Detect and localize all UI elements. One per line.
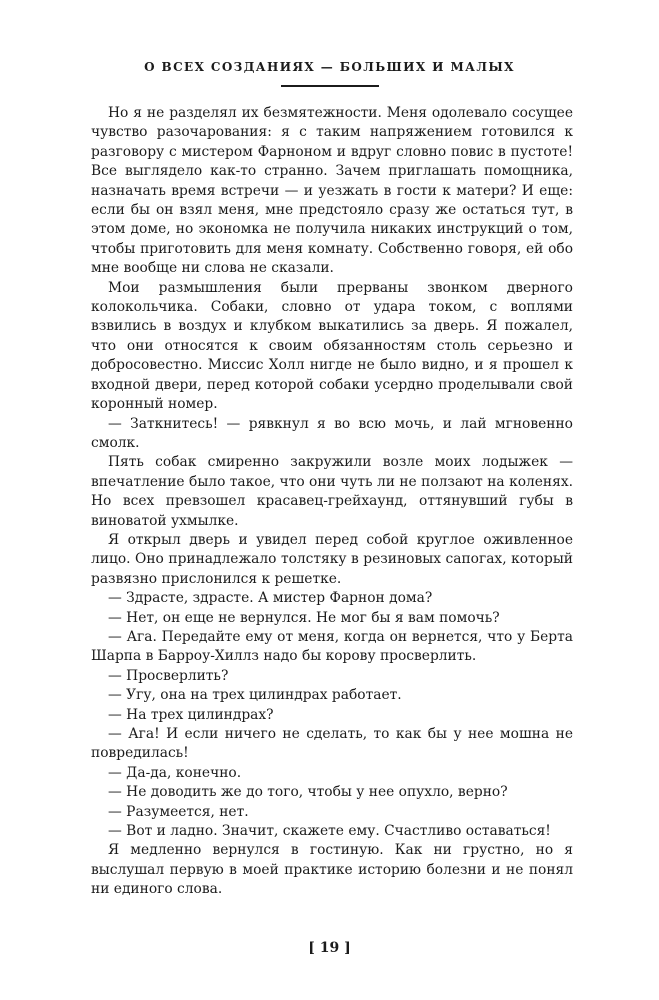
dialogue-line: — Да-да, конечно. bbox=[108, 764, 242, 781]
dialogue-line: — На трех цилиндрах? bbox=[108, 706, 274, 723]
paragraph: Я открыл дверь и увидел перед собой круглое оживленное лицо. Оно принадлежало толстяку в резиновых сапогах, который развязно прислонился к решетке. bbox=[91, 531, 573, 587]
dialogue-line: — Угу, она на трех цилиндрах работает. bbox=[108, 687, 402, 704]
dialogue-line: — Не доводить же до того, чтобы у нее опухло, верно? bbox=[108, 784, 508, 801]
paragraph: Пять собак смиренно закружили возле моих лодыжек — впечатление было такое, что они чуть ли не ползают на коленях. Но всех превзошел красавец-грейхаунд, оттянувший губы в виноватой ухмылке. bbox=[91, 454, 573, 529]
paragraph: Мои размышления были прерваны звонком дверного колокольчика. Собаки, словно от удара током, с воплями взвились в воздух и клубком выкатились за дверь. Я пожалел, что они относятся к своим обязанностям столь серьезно и добросовестно. Миссис Холл нигде не было видно, и я прошел к входной двери, перед которой собаки усердно проделывали свой коронный номер. bbox=[91, 279, 573, 413]
dialogue-line: — Вот и ладно. Значит, скажете ему. Счастливо оставаться! bbox=[108, 823, 551, 840]
body-text bbox=[91, 104, 573, 900]
paragraph: Я медленно вернулся в гостиную. Как ни грустно, но я выслушал первую в моей практике историю болезни и не понял ни единого слова. bbox=[91, 842, 573, 898]
page-number: [ 19 ] bbox=[308, 940, 351, 956]
dialogue-line: — Ага! И если ничего не сделать, то как бы у нее мошна не повредилась! bbox=[91, 726, 573, 762]
running-head: О ВСЕХ СОЗДАНИЯХ — БОЛЬШИХ И МАЛЫХ bbox=[144, 60, 515, 74]
dialogue-line: — Здрасте, здрасте. А мистер Фарнон дома? bbox=[108, 590, 433, 607]
paragraph: — Заткнитесь! — рявкнул я во всю мочь, и лай мгновенно смолк. bbox=[91, 415, 573, 451]
paragraph: Но я не разделял их безмятежности. Меня одолевало сосущее чувство разочарования: я с таким напряжением готовился к разговору с мистером Фарноном и вдруг словно повис в пустоте! Все выглядело как-то странно. Зачем приглашать помощника, назначать время встречи — и уезжать в гости к матери? И еще: если бы он взял меня, мне предстояло сразу же остаться тут, в этом доме, но экономка не получила никаких инструкций о том, чтобы приготовить для меня комнату. Собственно говоря, ей обо мне вообще ни слова не сказали. bbox=[91, 105, 573, 277]
dialogue-line: — Просверлить? bbox=[108, 667, 229, 684]
dialogue-line: — Нет, он еще не вернулся. Не мог бы я вам помочь? bbox=[108, 609, 500, 626]
running-head-rule bbox=[281, 85, 379, 87]
dialogue-line: — Ага. Передайте ему от меня, когда он вернется, что у Берта Шарпа в Барроу-Хиллз надо бы корову просверлить. bbox=[91, 628, 573, 665]
dialogue-line: — Разумеется, нет. bbox=[108, 803, 249, 820]
